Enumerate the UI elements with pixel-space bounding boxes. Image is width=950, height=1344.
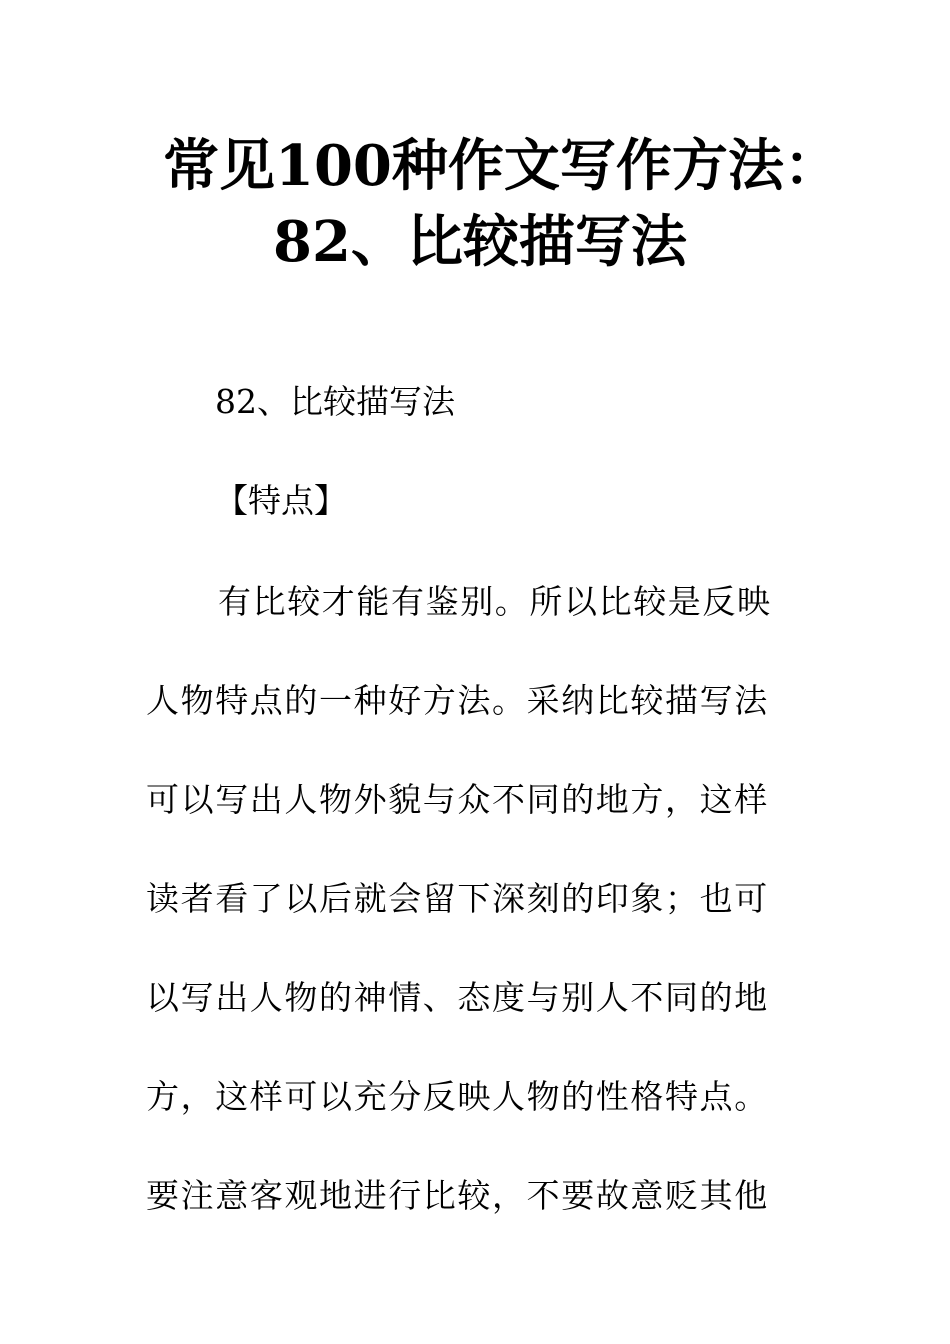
paragraph-line-6: 方，这样可以充分反映人物的性格特点。 — [146, 1077, 769, 1116]
paragraph-line-1: 有比较才能有鉴别。所以比较是反映 — [218, 582, 772, 621]
subheading: 82、比较描写法 — [215, 382, 455, 421]
title-line-1: 常见100种作文写作方法： — [163, 133, 840, 199]
paragraph-line-3: 可以写出人物外貌与众不同的地方，这样 — [146, 780, 769, 819]
paragraph-line-5: 以写出人物的神情、态度与别人不同的地 — [146, 978, 769, 1017]
title-line-2: 82、比较描写法 — [273, 209, 687, 275]
paragraph-line-7: 要注意客观地进行比较，不要故意贬其他 — [146, 1176, 769, 1215]
paragraph-line-2: 人物特点的一种好方法。采纳比较描写法 — [146, 681, 769, 720]
paragraph-line-4: 读者看了以后就会留下深刻的印象；也可 — [146, 879, 769, 918]
section-label: 【特点】 — [215, 481, 347, 520]
